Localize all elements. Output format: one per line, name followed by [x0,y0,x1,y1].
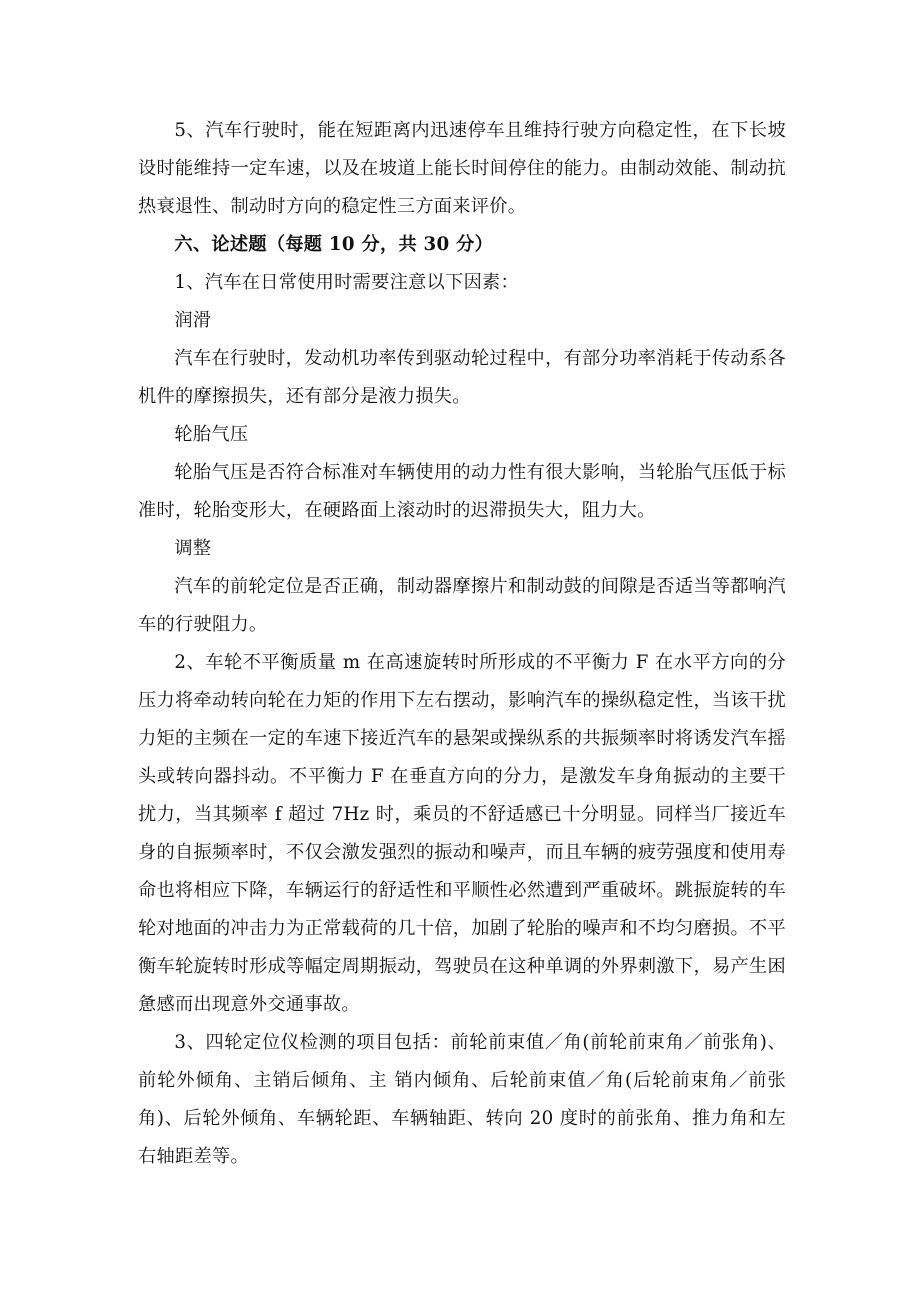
answer-5-paragraph: 5、汽车行驶时，能在短距离内迅速停车且维持行驶方向稳定性，在下长坡设时能维持一定车速，以及在坡道上能长时间停住的能力。由制动效能、制动抗热衰退性、制动时方向的稳定性三方面来评价。 [138,120,786,217]
lubrication-paragraph: 汽车在行驶时，发动机功率传到驱动轮过程中，有部分功率消耗于传动系各机件的摩擦损失，还有部分是液力损失。 [138,348,786,407]
subheading-adjustment: 调整 [174,538,212,559]
subheading-lubrication: 润滑 [174,310,212,331]
essay-1-intro: 1、汽车在日常使用时需要注意以下因素： [174,272,520,293]
document-page [138,112,786,1176]
section-6-heading: 六、论述题（每题 10 分，共 30 分） [174,234,494,255]
tire-pressure-paragraph: 轮胎气压是否符合标准对车辆使用的动力性有很大影响，当轮胎气压低于标准时，轮胎变形大，在硬路面上滚动时的迟滞损失大，阻力大。 [138,462,786,521]
subheading-tire-pressure: 轮胎气压 [174,424,249,445]
adjustment-paragraph: 汽车的前轮定位是否正确，制动器摩擦片和制动鼓的间隙是否适当等都响汽车的行驶阻力。 [138,576,786,635]
essay-2-paragraph: 2、车轮不平衡质量 m 在高速旋转时所形成的不平衡力 F 在水平方向的分压力将牵动转向轮在力矩的作用下左右摆动，影响汽车的操纵稳定性，当该干扰力矩的主频在一定的车速下接近汽车的悬架或操纵系的共振频率时将诱发汽车摇头或转向器抖动。不平衡力 F 在垂直方向的分力，是激发车身角振动的主要干扰力，当其频率 f 超过 7Hz 时，乘员的不舒适感已十分明显。同样当厂接近车身的自振频率时，不仅会激发强烈的振动和噪声，而且车辆的疲劳强度和使用寿命也将相应下降，车辆运行的舒适性和平顺性必然遭到严重破坏。跳振旋转的车轮对地面的冲击力为正常载荷的几十倍，加剧了轮胎的噪声和不均匀磨损。不平衡车轮旋转时形成等幅定周期振动，驾驶员在这种单调的外界刺激下，易产生困惫感而出现意外交通事故。 [138,652,786,1015]
essay-3-paragraph: 3、四轮定位仪检测的项目包括：前轮前束值／角(前轮前束角／前张角)、前轮外倾角、主销后倾角、主 销内倾角、后轮前束值／角(后轮前束角／前张角)、后轮外倾角、车辆轮距、车辆轴距、转向 20 度时的前张角、推力角和左右轴距差等。 [138,1032,786,1167]
